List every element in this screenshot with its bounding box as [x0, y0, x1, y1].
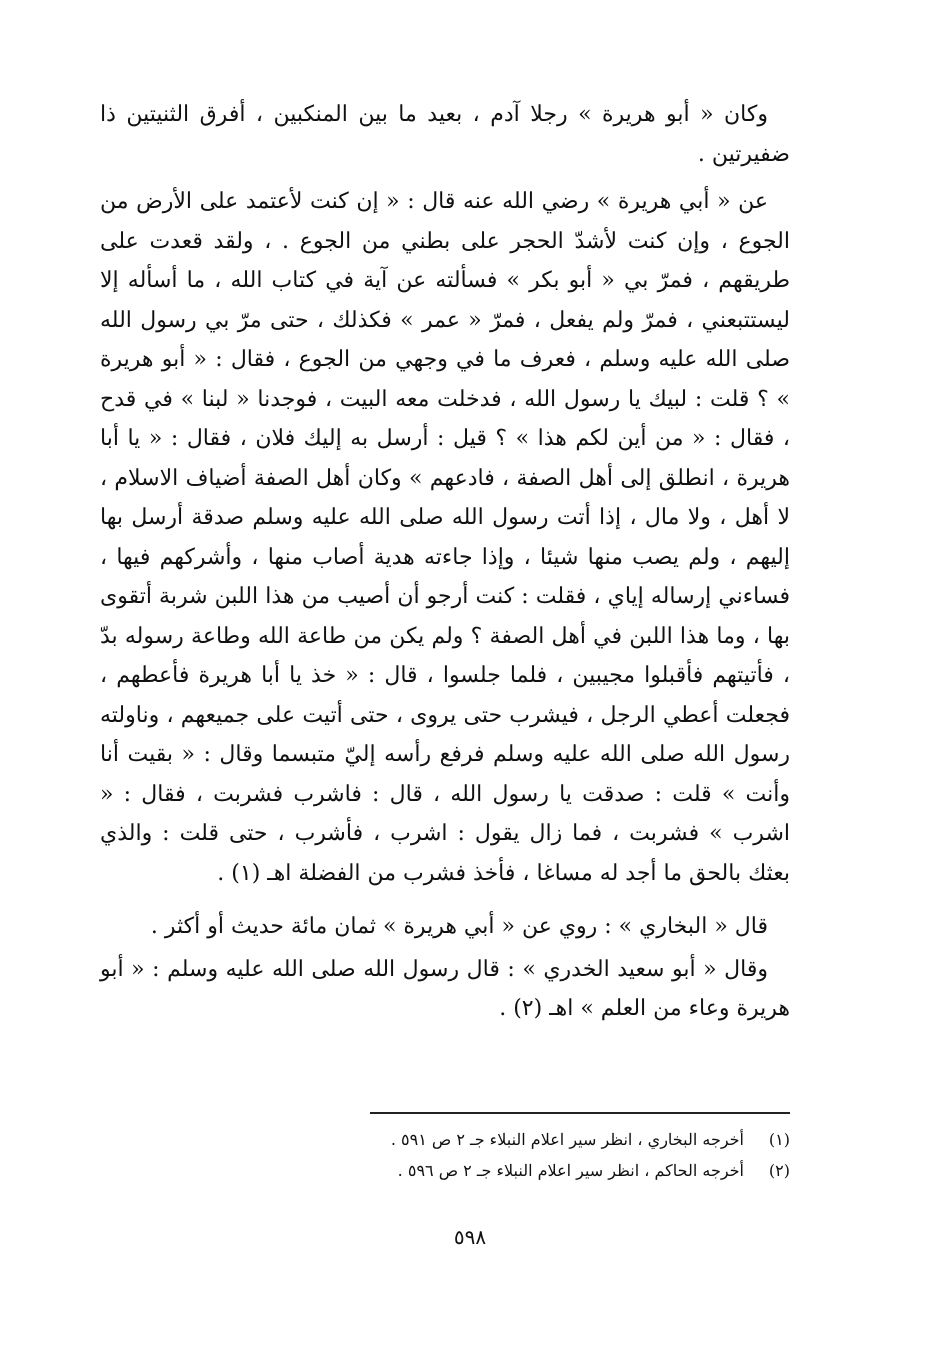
footnote-number: (١)	[768, 1130, 790, 1149]
footnote-divider	[370, 1112, 790, 1114]
paragraph-bukhari: قال « البخاري » : روي عن « أبي هريرة » ثمان مائة حديث أو أكثر .	[150, 914, 768, 939]
main-text	[100, 95, 790, 1029]
footnote-1	[100, 1124, 790, 1155]
footnote-text: أخرجه الحاكم ، انظر سير اعلام النبلاء جـ ٢ ص ٥٩٦ .	[397, 1161, 744, 1180]
footnote-number: (٢)	[768, 1161, 790, 1180]
page-number: ٥٩٨	[453, 1225, 487, 1249]
footnotes	[100, 1124, 790, 1186]
footnote-2	[100, 1155, 790, 1186]
paragraph-abu-said: وقال « أبو سعيد الخدري » : قال رسول الله صلى الله عليه وسلم : « أبو هريرة وعاء من العلم » اهـ (٢) .	[100, 956, 790, 1021]
paragraph-description: وكان « أبو هريرة » رجلا آدم ، بعيد ما بين المنكبين ، أفرق الثنيتين ذا ضفيرتين .	[100, 102, 790, 167]
footnote-text: أخرجه البخاري ، انظر سير اعلام النبلاء جـ ٢ ص ٥٩١ .	[390, 1130, 744, 1149]
paragraph-hadith: عن « أبي هريرة » رضي الله عنه قال : « إن كنت لأعتمد على الأرض من الجوع ، وإن كنت لأشدّ الحجر على بطني من الجوع . ، ولقد قعدت على طريقهم ، فمرّ بي « أبو بكر » فسألته عن آية في كتاب الله ، ما أسأله إلا ليستتبعني ، فمرّ ولم يفعل ، فمرّ « عمر » فكذلك ، حتى مرّ بي رسول الله صلى الله عليه وسلم ، فعرف ما في وجهي من الجوع ، فقال : « أبو هريرة » ؟ قلت : لبيك يا رسول الله ، فدخلت معه البيت ، فوجدنا « لبنا » في قدح ، فقال : « من أين لكم هذا » ؟ قيل : أرسل به إليك فلان ، فقال : « يا أبا هريرة ، انطلق إلى أهل الصفة ، فادعهم » وكان أهل الصفة أضياف الاسلام ، لا أهل ، ولا مال ، إذا أتت رسول الله صلى الله عليه وسلم صدقة أرسل بها إليهم ، ولم يصب منها شيئا ، وإذا جاءته هدية أصاب منها ، وأشركهم فيها ، فساءني إرساله إياي ، فقلت : كنت أرجو أن أصيب من هذا اللبن شربة أتقوى بها ، وما هذا اللبن في أهل الصفة ؟ ولم يكن من طاعة الله وطاعة رسوله بدّ ، فأتيتهم فأقبلوا مجيبين ، فلما جلسوا ، قال : « خذ يا أبا هريرة فأعطهم ، فجعلت أعطي الرجل ، فيشرب حتى يروى ، حتى أتيت على جميعهم ، وناولته رسول الله صلى الله عليه وسلم فرفع رأسه إليّ متبسما وقال : « بقيت أنا وأنت » قلت : صدقت يا رسول الله ، قال : فاشرب فشربت ، فقال : « اشرب » فشربت ، فما زال يقول : اشرب ، فأشرب ، حتى قلت : والذي بعثك بالحق ما أجد له مساغا ، فأخذ فشرب من الفضلة اهـ (١) .	[100, 189, 790, 886]
